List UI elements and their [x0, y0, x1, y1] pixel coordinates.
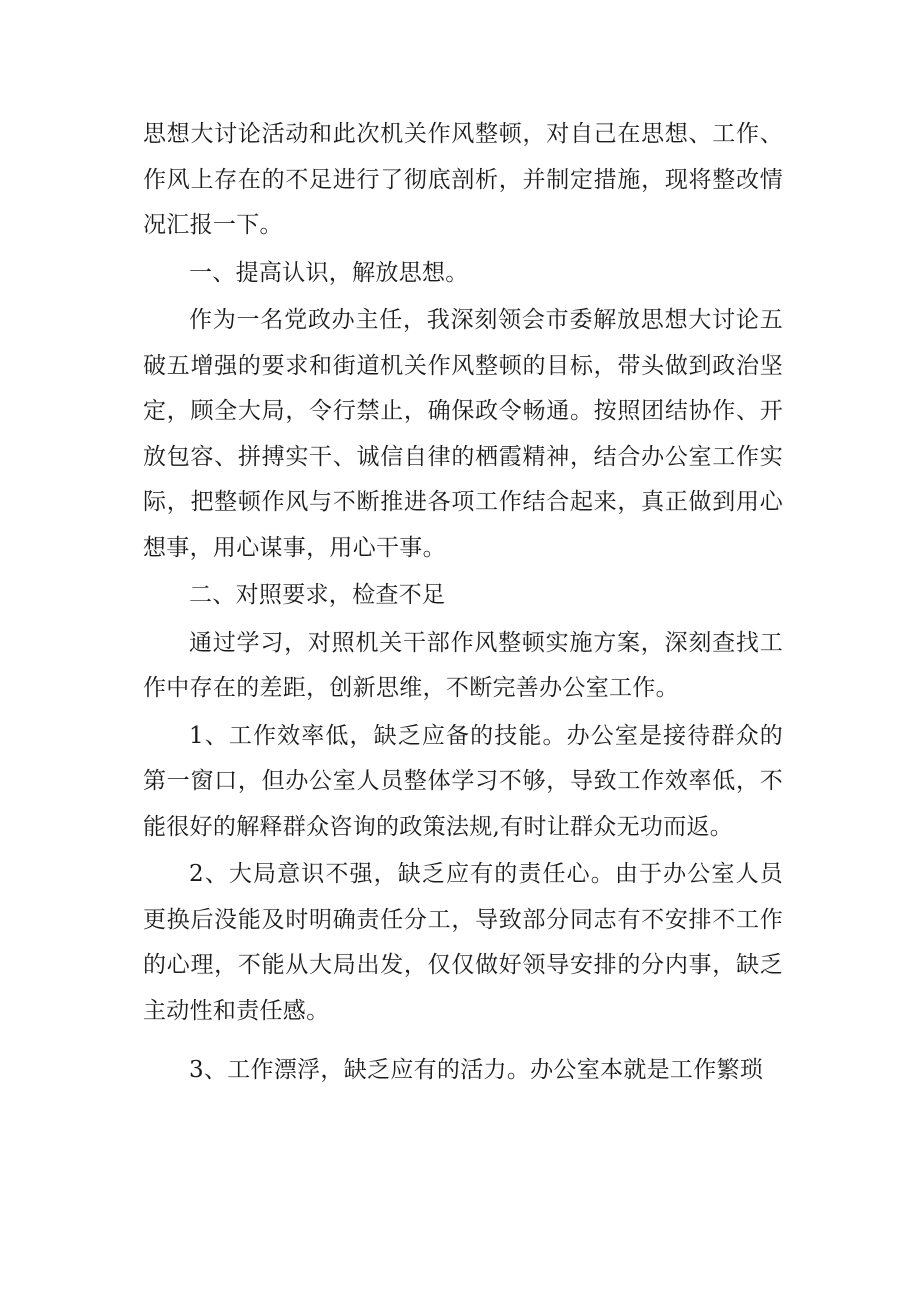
paragraph-section-1: 作为一名党政办主任，我深刻领会市委解放思想大讨论五破五增强的要求和街道机关作风整顿的目标，带头做到政治坚定，顾全大局，令行禁止，确保政令畅通。按照团结协作、开放包容、拼搏实干、诚信自律的栖霞精神，结合办公室工作实际，把整顿作风与不断推进各项工作结合起来，真正做到用心想事，用心谋事，用心干事。 — [143, 307, 783, 561]
heading-section-1: 一、提高认识，解放思想。 — [189, 259, 469, 286]
paragraph-item-3: 3、工作漂浮，缺乏应有的活力。办公室本就是工作繁琐 — [189, 1057, 764, 1083]
paragraph-intro: 思想大讨论活动和此次机关作风整顿，对自己在思想、工作、作风上存在的不足进行了彻底剖析，并制定措施，现将整改情况汇报一下。 — [143, 121, 783, 238]
paragraph-item-2: 2、大局意识不强，缺乏应有的责任心。由于办公室人员更换后没能及时明确责任分工，导致部分同志有不安排不工作的心理，不能从大局出发，仅仅做好领导安排的分内事，缺乏主动性和责任感。 — [143, 861, 783, 1024]
document-body — [143, 112, 783, 1094]
paragraph-section-2: 通过学习，对照机关干部作风整顿实施方案，深刻查找工作中存在的差距，创新思维，不断完善办公室工作。 — [143, 629, 783, 701]
heading-section-2: 二、对照要求，检查不足 — [189, 582, 446, 608]
paragraph-item-1: 1、工作效率低，缺乏应备的技能。办公室是接待群众的第一窗口，但办公室人员整体学习不够，导致工作效率低，不能很好的解释群众咨询的政策法规,有时让群众无功而返。 — [143, 722, 783, 840]
